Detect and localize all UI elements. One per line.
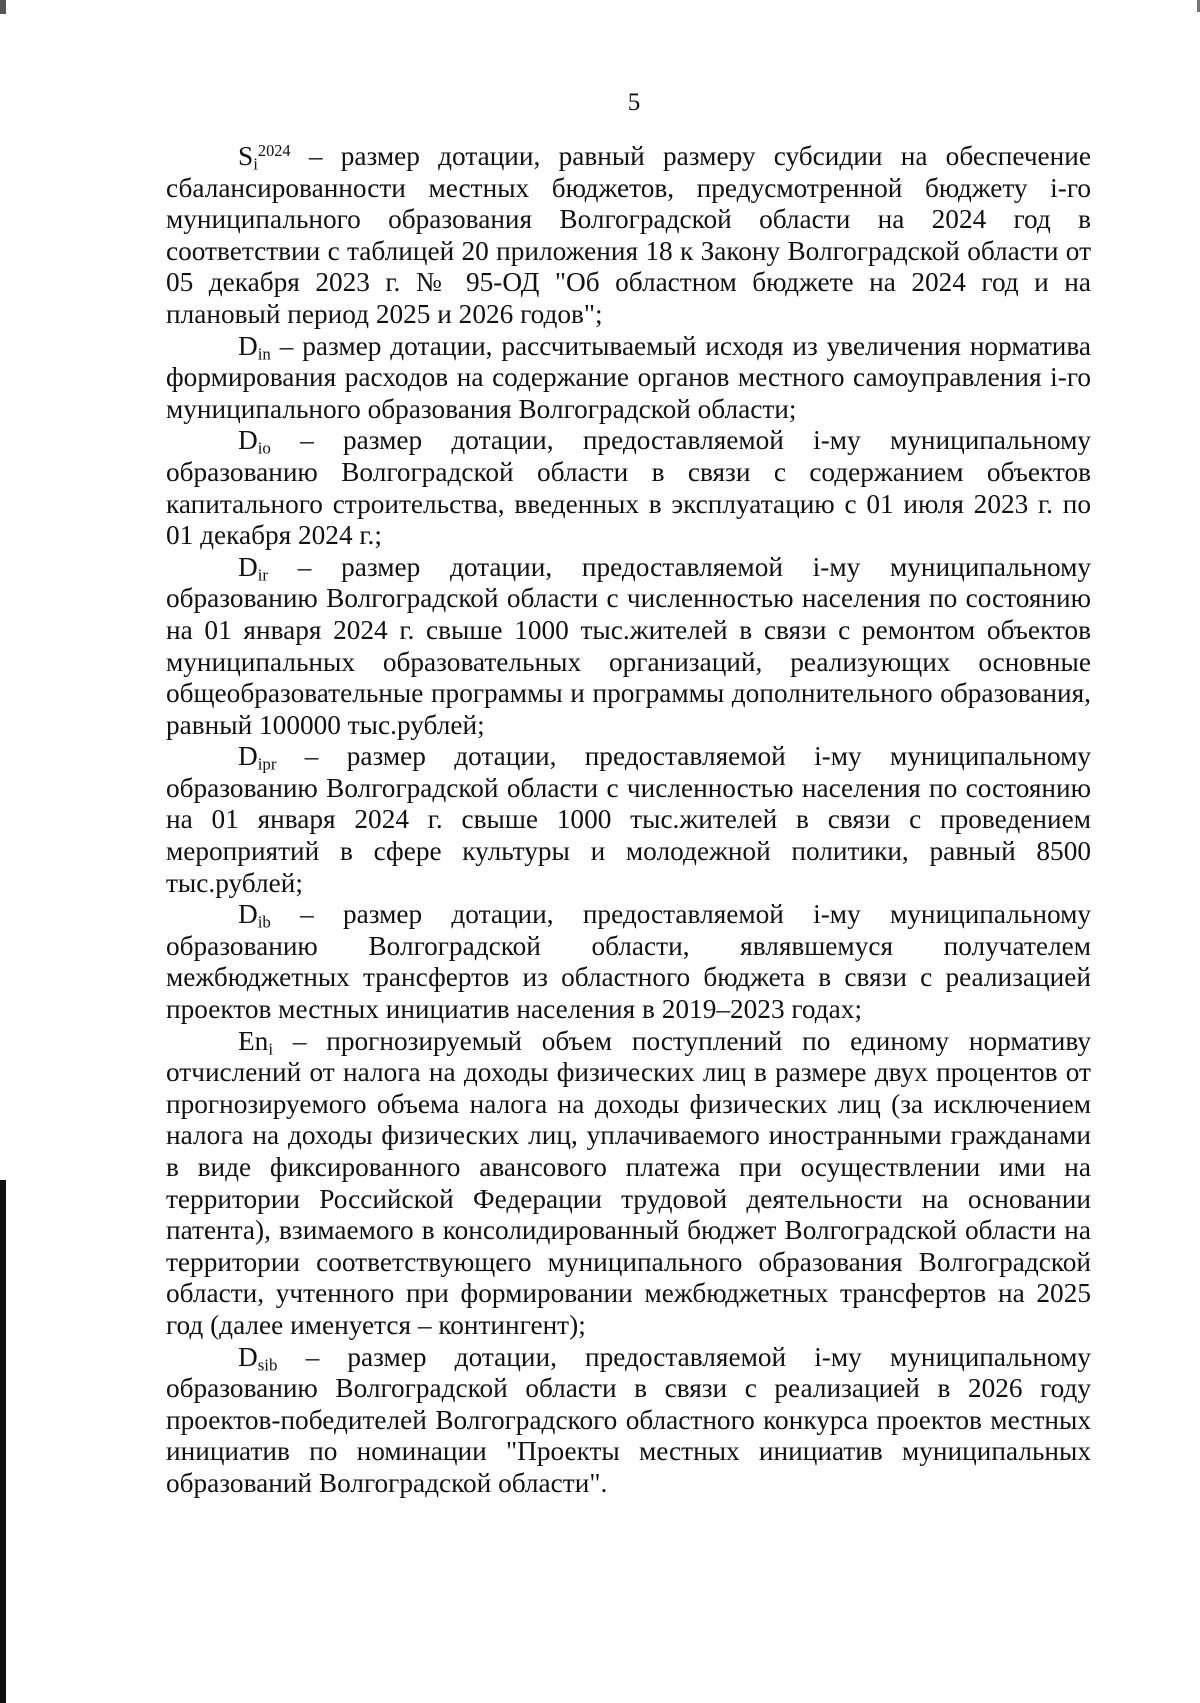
formula-symbol <box>238 1025 274 1059</box>
paragraph-text: – размер дотации, равный размеру субсидии на обеспечение сбалансированности местных бюджетов, предусмотренной бюджету i-го муниципального образования Волгоградской области на 2024 год в соответствии с таблицей 20 приложения 18 к Закону Волгоградской области от 05 декабря 2023 г. № 95-ОД "Об областном бюджете на 2024 год и на плановый период 2025 и 2026 годов"; <box>166 141 1091 329</box>
formula-symbol <box>238 551 269 585</box>
scan-edge-top <box>0 0 6 14</box>
scan-edge-left <box>0 1180 6 1703</box>
symbol-subscript: ib <box>257 912 271 932</box>
symbol-subscript: io <box>257 439 271 459</box>
formula-symbol <box>238 425 271 459</box>
formula-symbol <box>238 330 271 364</box>
paragraph-d-sib <box>166 1342 1091 1500</box>
formula-symbol <box>238 141 291 174</box>
page-number: 5 <box>627 89 641 116</box>
symbol-letter: D <box>238 741 258 772</box>
symbol-subscript: ir <box>257 565 269 585</box>
paragraph-d-ir <box>166 552 1091 742</box>
paragraph-text: – размер дотации, предоставляемой i-му муниципальному образованию Волгоградской области, являвшемуся получателем межбюджетных трансфертов из областного бюджета в связи с реализацией проектов местных инициатив населения в 2019–2023 годах; <box>166 899 1091 1025</box>
symbol-subscript: in <box>257 344 271 364</box>
document-body <box>166 141 1091 1500</box>
symbol-letter: S <box>238 141 254 171</box>
paragraph-text: – размер дотации, предоставляемой i-му муниципальному образованию Волгоградской области в связи с реализацией в 2026 году проектов-победителей Волгоградского областного конкурса проектов местных инициатив по номинации "Проекты местных инициатив муниципальных образований Волгоградской области". <box>166 1341 1091 1498</box>
symbol-superscript: 2024 <box>257 141 291 160</box>
paragraph-text: – размер дотации, предоставляемой i-му муниципальному образованию Волгоградской области в связи с содержанием объектов капитального строительства, введенных в эксплуатацию с 01 июля 2023 г. по 01 декабря 2024 г.; <box>166 425 1091 551</box>
paragraph-text: – размер дотации, предоставляемой i-му муниципальному образованию Волгоградской области с численностью населения по состоянию на 01 января 2024 г. свыше 1000 тыс.жителей в связи с проведением мероприятий в сфере культуры и молодежной политики, равный 8500 тыс.рублей; <box>166 741 1091 898</box>
paragraph-d-ib <box>166 899 1091 1025</box>
paragraph-d-io <box>166 425 1091 551</box>
paragraph-text: – размер дотации, предоставляемой i-му муниципальному образованию Волгоградской области с численностью населения по состоянию на 01 января 2024 г. свыше 1000 тыс.жителей в связи с ремонтом объектов муниципальных образовательных организаций, реализующих основные общеобразовательные программы и программы дополнительного образования, равный 100000 тыс.рублей; <box>166 551 1091 740</box>
symbol-subscript: sib <box>257 1355 278 1375</box>
symbol-letter: D <box>238 1341 258 1372</box>
paragraph-text: – прогнозируемый объем поступлений по единому нормативу отчислений от налога на доходы физических лиц в размере двух процентов от прогнозируемого объема налога на доходы физических лиц (за исключением налога на доходы физических лиц, уплачиваемого иностранными гражданами в виде фиксированного авансового платежа при осуществлении ими на территории Российской Федерации трудовой деятельности на основании патента), взимаемого в консолидированный бюджет Волгоградской области на территории соответствующего муниципального образования Волгоградской области, учтенного при формировании межбюджетных трансфертов на 2025 год (далее именуется – контингент); <box>166 1025 1091 1340</box>
symbol-letter: D <box>238 330 258 361</box>
paragraph-d-in <box>166 331 1091 426</box>
formula-symbol <box>238 741 277 775</box>
symbol-subscript: i <box>268 1039 274 1059</box>
symbol-letter: En <box>238 1025 269 1056</box>
paragraph-d-ipr <box>166 741 1091 899</box>
formula-symbol <box>238 1341 278 1375</box>
formula-symbol <box>238 899 271 932</box>
paragraph-text: – размер дотации, рассчитываемый исходя из увеличения норматива формирования расходов на содержание органов местного самоуправления i-го муниципального образования Волгоградской области; <box>166 330 1091 424</box>
symbol-subscript: ipr <box>257 755 277 775</box>
paragraph-s-i-2024 <box>166 141 1091 331</box>
symbol-letter: D <box>238 551 258 582</box>
symbol-letter: D <box>238 425 258 456</box>
paragraph-en-i <box>166 1026 1091 1342</box>
symbol-letter: D <box>238 899 258 930</box>
symbol-subscript: i <box>253 154 258 174</box>
